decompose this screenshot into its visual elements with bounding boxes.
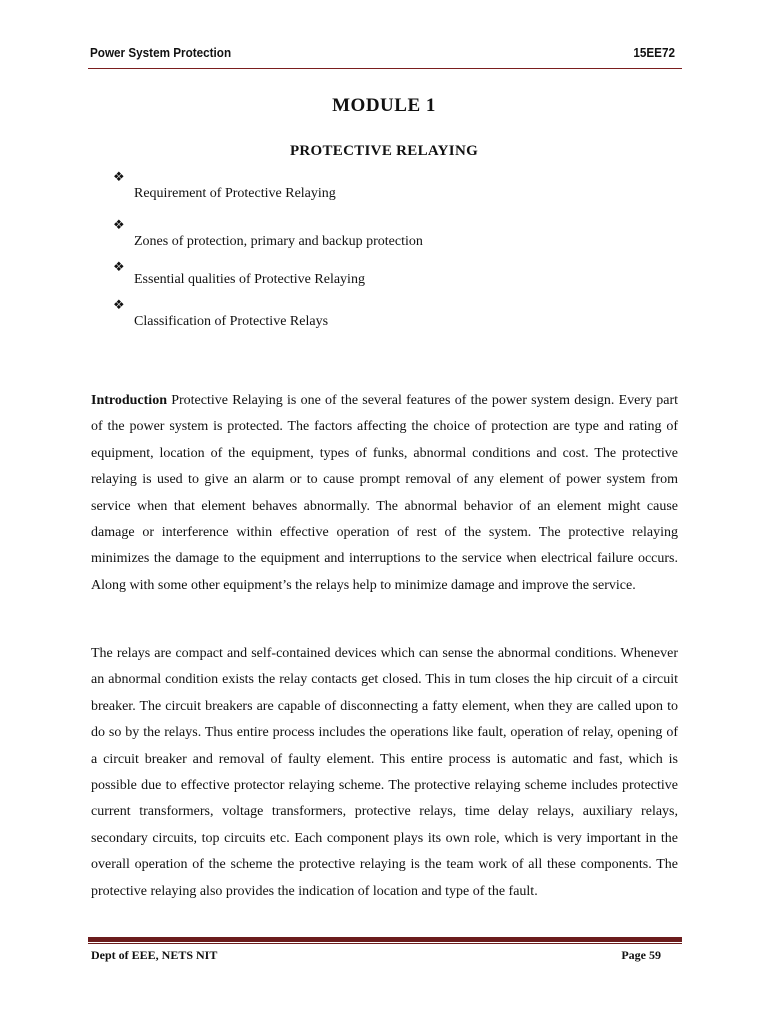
diamond-bullet-icon: ❖ — [113, 260, 125, 275]
list-item — [113, 170, 673, 218]
diamond-bullet-icon: ❖ — [113, 170, 125, 185]
intro-paragraph — [91, 388, 678, 599]
list-item — [113, 260, 673, 298]
module-title: MODULE 1 — [332, 95, 436, 116]
page-number: Page 59 — [621, 948, 661, 962]
diamond-bullet-icon: ❖ — [113, 298, 125, 313]
topic-label: Requirement of Protective Relaying — [134, 186, 336, 201]
intro-label: Introduction — [91, 393, 167, 408]
list-item — [113, 218, 673, 260]
topic-label: Zones of protection, primary and backup protection — [134, 234, 423, 249]
intro-text: Protective Relaying is one of the several features of the power system design. Every part of the power system is protected. The factors affecting the choice of protection are type and rating of equipment, location of the equipment, types of funks, abnormal conditions and cost. The protective relaying is used to give an alarm or to cause prompt removal of any element of power system from service when that element behaves abnormally. The abnormal behavior of an element might cause damage or interference within effective operation of rest of the system. The protective relaying minimizes the damage to the equipment and interruptions to the service when electrical failure occurs. Along with some other equipment’s the relays help to minimize damage and improve the service. — [91, 393, 678, 593]
topic-label: Essential qualities of Protective Relaying — [134, 272, 365, 287]
page-header — [90, 45, 675, 65]
page-footer — [91, 948, 661, 966]
topic-label: Classification of Protective Relays — [134, 314, 329, 329]
diamond-bullet-icon: ❖ — [113, 218, 125, 233]
course-code: 15EE72 — [633, 45, 675, 60]
relays-paragraph: The relays are compact and self-contained devices which can sense the abnormal conditions. Whenever an abnormal condition exists the relay contacts get closed. This in tum closes the hip circuit of a circuit breaker. The circuit breakers are capable of disconnecting a fatty element, when they are called upon to do so by the relays. Thus entire process includes the operations like fault, operation of relay, opening of a circuit breaker and removal of faulty element. This entire process is automatic and fast, which is possible due to effective protector relaying scheme. The protective relaying scheme includes protective current transformers, voltage transformers, protective relays, time delay relays, auxiliary relays, secondary circuits, top circuits etc. Each component plays its own role, which is very important in the overall operation of the scheme the protective relaying is the team work of all these components. The protective relaying also provides the indication of location and type of the fault. — [91, 646, 678, 899]
list-item — [113, 298, 673, 329]
course-title: Power System Protection — [90, 45, 232, 60]
header-divider — [88, 68, 682, 69]
topic-list — [113, 170, 673, 329]
footer-divider-thin — [88, 943, 682, 944]
section-title: PROTECTIVE RELAYING — [289, 143, 479, 159]
department-label: Dept of EEE, NETS NIT — [91, 948, 218, 962]
footer-divider-thick — [88, 937, 682, 942]
